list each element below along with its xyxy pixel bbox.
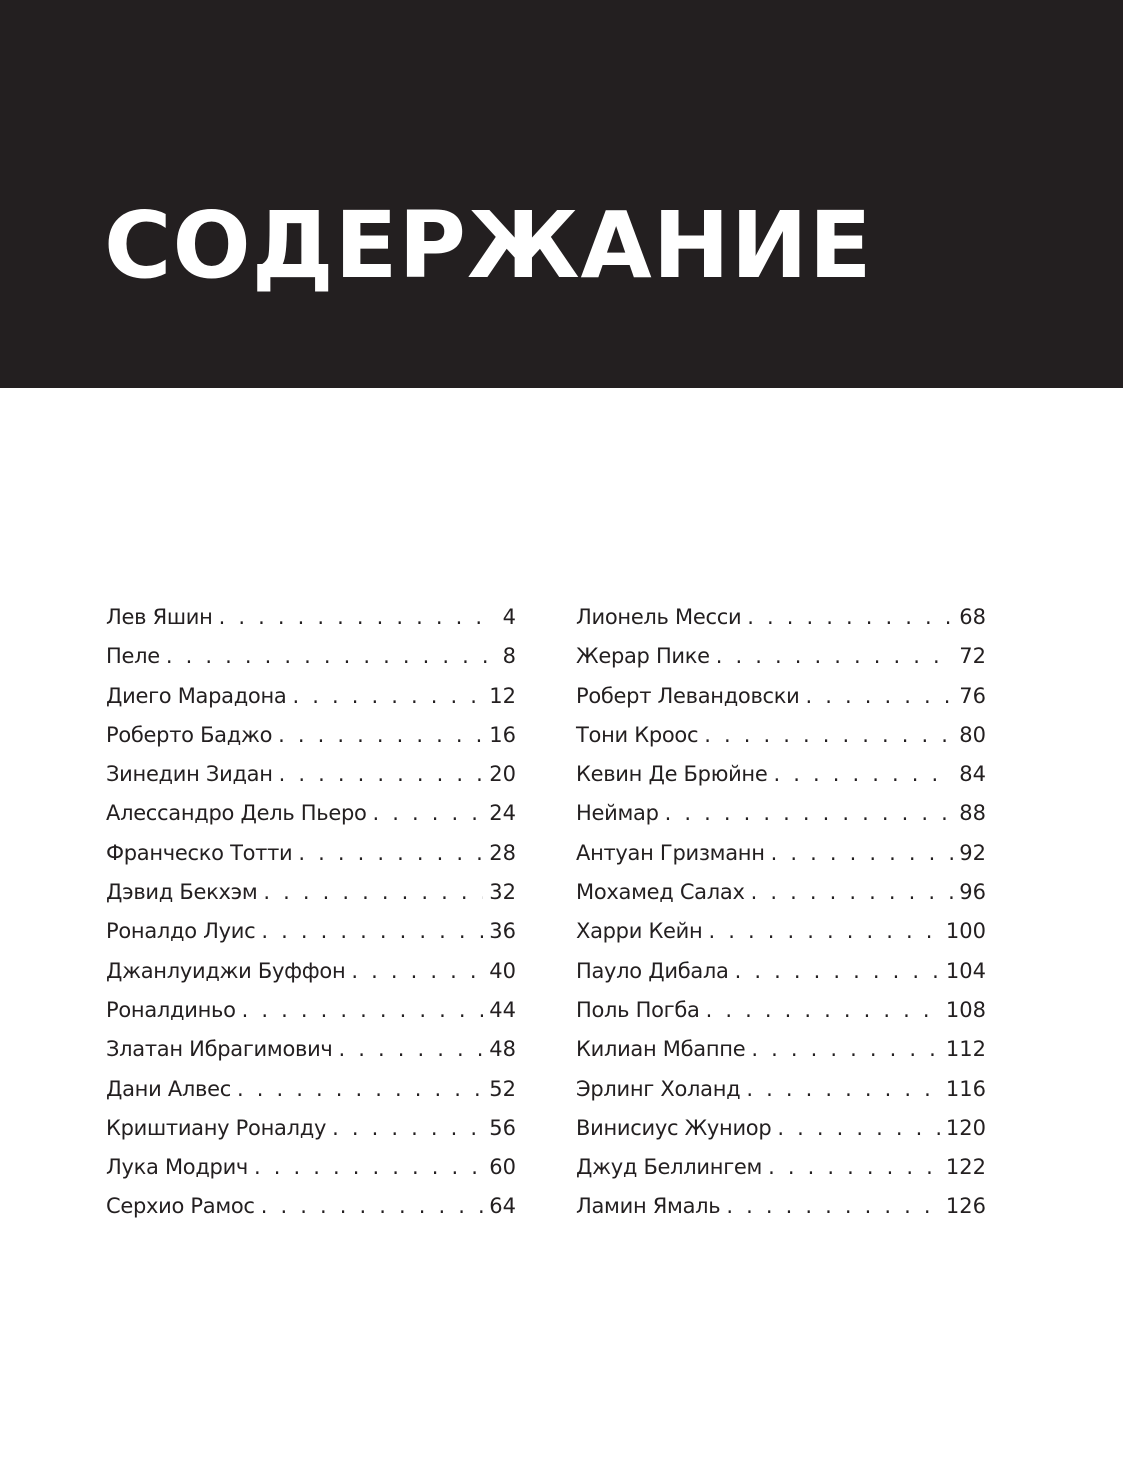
toc-right-column: [576, 598, 986, 1227]
toc-entry-page-number: 4: [502, 605, 516, 629]
dot-leader: [242, 991, 484, 1030]
dot-leader: [726, 1187, 940, 1226]
toc-entry-name: Неймар: [576, 801, 659, 826]
toc-entry-page-number: 96: [959, 880, 986, 905]
toc-entry-page-number: 92: [959, 840, 986, 865]
toc-entry[interactable]: [576, 912, 986, 951]
toc-entry-name: Мохамед Салах: [576, 880, 745, 905]
dot-leader: [768, 1148, 940, 1187]
toc-entry-name: Лука Модрич: [106, 1155, 249, 1180]
dot-leader: [746, 1070, 940, 1109]
toc-entry[interactable]: [106, 794, 516, 833]
toc-entry-page-number: 60: [489, 1155, 516, 1180]
toc-entry[interactable]: [106, 834, 516, 873]
toc-entry-name: Роналдиньо: [106, 997, 236, 1022]
toc-entry[interactable]: [576, 716, 986, 755]
toc-entry-name: Алессандро Дель Пьеро: [106, 801, 367, 826]
toc-entry[interactable]: [106, 991, 516, 1030]
toc-entry-page-number: 20: [489, 762, 516, 787]
toc-entry-name: Криштиану Роналду: [106, 1115, 327, 1140]
toc-entry-name: Роберт Левандовски: [576, 683, 800, 708]
dot-leader: [298, 834, 483, 873]
toc-entry-page-number: 48: [489, 1037, 516, 1062]
toc-entry[interactable]: [576, 677, 986, 716]
toc-entry-page-number: 40: [489, 958, 516, 983]
toc-entry-page-number: 120: [945, 1115, 986, 1140]
toc-entry[interactable]: [106, 1030, 516, 1069]
toc-entry-name: Серхио Рамос: [106, 1194, 255, 1219]
toc-entry-page-number: 44: [489, 997, 516, 1022]
dot-leader: [292, 677, 483, 716]
dot-leader: [704, 716, 953, 755]
toc-entry-name: Пауло Дибала: [576, 958, 729, 983]
toc-entry[interactable]: [576, 598, 986, 637]
toc-entry[interactable]: [576, 1070, 986, 1109]
toc-entry-page-number: 76: [959, 683, 986, 708]
toc-entry-page-number: 72: [959, 644, 986, 669]
dot-leader: [773, 755, 953, 794]
page-title: СОДЕРЖАНИЕ: [104, 192, 873, 299]
dot-leader: [219, 598, 497, 637]
toc-entry-page-number: 112: [945, 1037, 986, 1062]
dot-leader: [777, 1109, 940, 1148]
toc-entry[interactable]: [576, 952, 986, 991]
toc-entry-name: Франческо Тотти: [106, 840, 293, 865]
dot-leader: [771, 834, 954, 873]
toc-entry[interactable]: [576, 873, 986, 912]
dot-leader: [806, 677, 954, 716]
dot-leader: [716, 637, 953, 676]
toc-entry[interactable]: [576, 1148, 986, 1187]
toc-entry[interactable]: [106, 677, 516, 716]
toc-entry-page-number: 56: [489, 1115, 516, 1140]
toc-left-column: [106, 598, 516, 1227]
toc-entry-name: Лев Яшин: [106, 605, 213, 629]
toc-entry-page-number: 28: [489, 840, 516, 865]
toc-entry-page-number: 84: [959, 762, 986, 787]
toc-entry[interactable]: [106, 1109, 516, 1148]
dot-leader: [665, 794, 954, 833]
toc-entry-page-number: 116: [945, 1076, 986, 1101]
toc-entry[interactable]: [576, 755, 986, 794]
toc-entry[interactable]: [106, 598, 516, 637]
dot-leader: [237, 1070, 483, 1109]
toc-entry[interactable]: [576, 637, 986, 676]
dot-leader: [373, 794, 484, 833]
toc-entry[interactable]: [106, 755, 516, 794]
dot-leader: [751, 1030, 940, 1069]
toc-entry[interactable]: [576, 1109, 986, 1148]
toc-entry-page-number: 122: [945, 1155, 986, 1180]
toc-entry-name: Ламин Ямаль: [576, 1194, 721, 1219]
dot-leader: [706, 991, 940, 1030]
toc-entry-name: Эрлинг Холанд: [576, 1076, 741, 1101]
dot-leader: [261, 1187, 484, 1226]
dot-leader: [261, 912, 483, 951]
toc-entry-name: Харри Кейн: [576, 919, 703, 944]
toc-entry-page-number: 8: [502, 644, 516, 669]
toc-entry[interactable]: [106, 952, 516, 991]
toc-entry-name: Кевин Де Брюйне: [576, 762, 768, 787]
toc-entry[interactable]: [576, 1030, 986, 1069]
toc-entry-page-number: 68: [959, 605, 986, 629]
toc-entry-page-number: 52: [489, 1076, 516, 1101]
toc-entry-name: Килиан Мбаппе: [576, 1037, 746, 1062]
toc-entry[interactable]: [576, 991, 986, 1030]
toc-entry-page-number: 126: [945, 1194, 986, 1219]
dot-leader: [254, 1148, 483, 1187]
toc-entry-page-number: 104: [945, 958, 986, 983]
toc-entry-page-number: 32: [489, 880, 516, 905]
dot-leader: [263, 873, 483, 912]
dot-leader: [747, 598, 953, 637]
dot-leader: [751, 873, 954, 912]
toc-entry-page-number: 80: [959, 722, 986, 747]
toc-entry-page-number: 36: [489, 919, 516, 944]
toc-entry-name: Жерар Пике: [576, 644, 710, 669]
toc-entry-name: Дэвид Бекхэм: [106, 880, 258, 905]
dot-leader: [339, 1030, 484, 1069]
toc-entry-page-number: 64: [489, 1194, 516, 1219]
dot-leader: [351, 952, 483, 991]
toc-entry-name: Джанлуиджи Буффон: [106, 958, 346, 983]
dot-leader: [332, 1109, 483, 1148]
toc-entry[interactable]: [106, 1148, 516, 1187]
toc-entry[interactable]: [576, 834, 986, 873]
toc-entry-name: Роналдо Луис: [106, 919, 256, 944]
toc-entry-name: Тони Кроос: [576, 722, 699, 747]
dot-leader: [278, 716, 483, 755]
toc-entry[interactable]: [576, 794, 986, 833]
toc-entry-page-number: 16: [489, 722, 516, 747]
toc-entry-page-number: 108: [945, 997, 986, 1022]
toc-entry-page-number: 88: [959, 801, 986, 826]
toc-entry[interactable]: [106, 637, 516, 676]
dot-leader: [166, 637, 497, 676]
toc-entry-name: Джуд Беллингем: [576, 1155, 763, 1180]
toc-entry[interactable]: [106, 1070, 516, 1109]
toc-entry-name: Дани Алвес: [106, 1076, 231, 1101]
toc-entry-page-number: 24: [489, 801, 516, 826]
toc-entry-name: Поль Погба: [576, 997, 700, 1022]
dot-leader: [708, 912, 939, 951]
toc-entry-name: Лионель Месси: [576, 605, 742, 629]
toc-entry[interactable]: [106, 873, 516, 912]
toc-entry-name: Диего Марадона: [106, 683, 287, 708]
toc-entry-name: Винисиус Жуниор: [576, 1115, 772, 1140]
dot-leader: [735, 952, 940, 991]
toc-entry-page-number: 100: [945, 919, 986, 944]
toc-entry-name: Пеле: [106, 644, 160, 669]
toc-entry[interactable]: [106, 912, 516, 951]
toc-entry-page-number: 12: [489, 683, 516, 708]
toc-entry-name: Роберто Баджо: [106, 722, 273, 747]
toc-entry-name: Антуан Гризманн: [576, 840, 765, 865]
toc-entry-name: Зинедин Зидан: [106, 762, 273, 787]
header-band: [0, 0, 1123, 388]
dot-leader: [279, 755, 484, 794]
toc-entry[interactable]: [106, 716, 516, 755]
toc-entry[interactable]: [576, 1187, 986, 1226]
toc-entry-name: Златан Ибрагимович: [106, 1037, 333, 1062]
toc-entry[interactable]: [106, 1187, 516, 1226]
